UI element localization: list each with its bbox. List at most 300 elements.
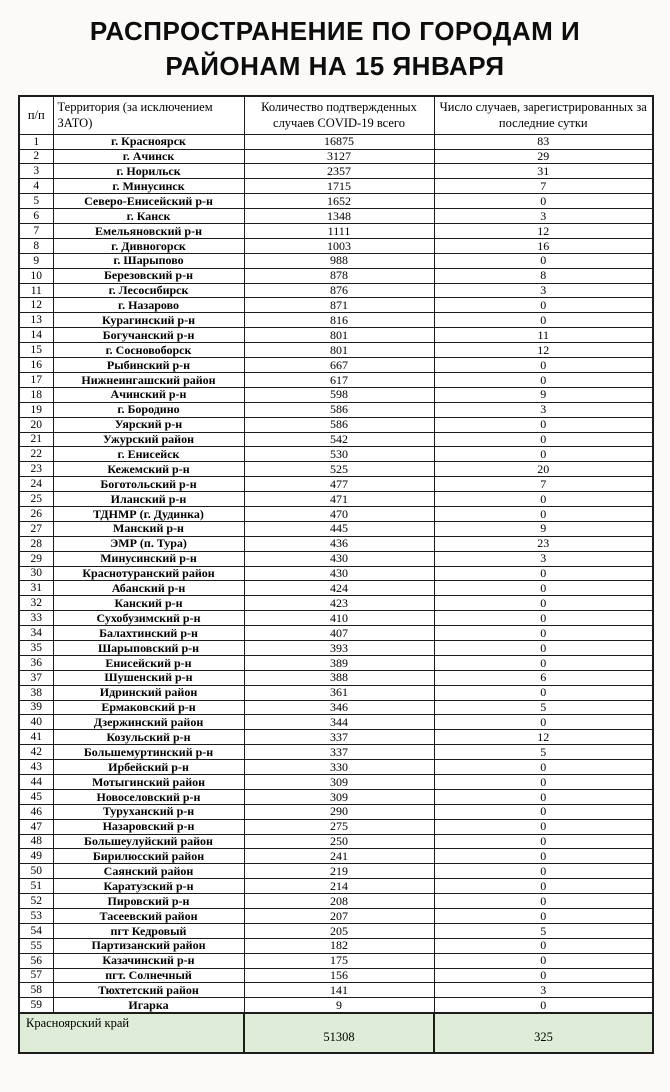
row-index: 41 [19,730,53,745]
confirmed-count: 878 [244,268,434,283]
row-index: 13 [19,313,53,328]
table-row [19,983,653,998]
last-day-count: 0 [434,566,653,581]
row-index: 37 [19,670,53,685]
last-day-count: 0 [434,819,653,834]
confirmed-count: 530 [244,447,434,462]
table-row [19,417,653,432]
table-row [19,909,653,924]
confirmed-count: 477 [244,477,434,492]
last-day-count: 0 [434,998,653,1013]
row-index: 15 [19,343,53,358]
table-row [19,894,653,909]
row-index: 51 [19,879,53,894]
territory-name: Абанский р-н [53,581,244,596]
territory-name: г. Канск [53,209,244,224]
territory-name: Большемуртинский р-н [53,745,244,760]
table-row [19,134,653,149]
table-row [19,343,653,358]
table-body [19,134,653,1013]
confirmed-count: 470 [244,506,434,521]
last-day-count: 0 [434,864,653,879]
territory-name: Ачинский р-н [53,387,244,402]
table-row [19,194,653,209]
last-day-count: 0 [434,804,653,819]
row-index: 5 [19,194,53,209]
table-row [19,611,653,626]
last-day-count: 0 [434,194,653,209]
row-index: 4 [19,179,53,194]
last-day-count: 0 [434,894,653,909]
row-index: 43 [19,760,53,775]
last-day-count: 0 [434,685,653,700]
title-line-2: РАЙОНАМ НА 15 ЯНВАРЯ [165,51,505,82]
table-row [19,581,653,596]
confirmed-count: 598 [244,387,434,402]
table-row [19,626,653,641]
total-last-day-count: 325 [434,1013,653,1053]
territory-name: Уярский р-н [53,417,244,432]
territory-name: Бирилюсский район [53,849,244,864]
territory-name: пгт Кедровый [53,923,244,938]
header-row [19,96,653,134]
row-index: 30 [19,566,53,581]
territory-name: Манский р-н [53,521,244,536]
territory-name: Саянский район [53,864,244,879]
territory-name: Козульский р-н [53,730,244,745]
table-row [19,730,653,745]
territory-name: Сухобузимский р-н [53,611,244,626]
territory-name: г. Назарово [53,298,244,313]
confirmed-count: 309 [244,789,434,804]
row-index: 32 [19,596,53,611]
confirmed-count: 436 [244,536,434,551]
title-line-1: РАСПРОСТРАНЕНИЕ ПО ГОРОДАМ И [89,16,581,46]
last-day-count: 9 [434,387,653,402]
table-row [19,387,653,402]
table-row [19,640,653,655]
row-index: 9 [19,253,53,268]
confirmed-count: 801 [244,343,434,358]
last-day-count: 20 [434,462,653,477]
last-day-count: 0 [434,506,653,521]
last-day-count: 0 [434,417,653,432]
row-index: 20 [19,417,53,432]
row-index: 11 [19,283,53,298]
territory-name: Нижнеингашский район [53,372,244,387]
territory-name: г. Енисейск [53,447,244,462]
header-territory: Территория (за исключением ЗАТО) [53,96,244,134]
table-row [19,834,653,849]
row-index: 42 [19,745,53,760]
territory-name: Каратузский р-н [53,879,244,894]
table-row [19,283,653,298]
confirmed-count: 816 [244,313,434,328]
row-index: 22 [19,447,53,462]
row-index: 52 [19,894,53,909]
table-row [19,923,653,938]
confirmed-count: 430 [244,566,434,581]
territory-name: Тюхтетский район [53,983,244,998]
row-index: 58 [19,983,53,998]
row-index: 27 [19,521,53,536]
row-index: 34 [19,626,53,641]
confirmed-count: 801 [244,328,434,343]
territory-name: Шарыповский р-н [53,640,244,655]
table-row [19,849,653,864]
territory-name: Идринский район [53,685,244,700]
confirmed-count: 430 [244,551,434,566]
table-row [19,298,653,313]
table-row [19,789,653,804]
last-day-count: 3 [434,551,653,566]
territory-name: г. Минусинск [53,179,244,194]
territory-name: Дзержинский район [53,715,244,730]
table-row [19,804,653,819]
confirmed-count: 330 [244,760,434,775]
row-index: 24 [19,477,53,492]
confirmed-count: 207 [244,909,434,924]
confirmed-count: 182 [244,938,434,953]
row-index: 54 [19,923,53,938]
last-day-count: 8 [434,268,653,283]
row-index: 21 [19,432,53,447]
row-index: 1 [19,134,53,149]
total-confirmed-count: 51308 [244,1013,434,1053]
last-day-count: 5 [434,700,653,715]
last-day-count: 16 [434,238,653,253]
confirmed-count: 471 [244,492,434,507]
row-index: 19 [19,402,53,417]
territory-name: Туруханский р-н [53,804,244,819]
territory-name: г. Лесосибирск [53,283,244,298]
table-row [19,372,653,387]
table-row [19,745,653,760]
last-day-count: 31 [434,164,653,179]
table-row [19,551,653,566]
last-day-count: 0 [434,938,653,953]
row-index: 6 [19,209,53,224]
confirmed-count: 214 [244,879,434,894]
table-row [19,224,653,239]
confirmed-count: 361 [244,685,434,700]
row-index: 56 [19,953,53,968]
territory-name: Балахтинский р-н [53,626,244,641]
row-index: 50 [19,864,53,879]
confirmed-count: 407 [244,626,434,641]
confirmed-count: 1111 [244,224,434,239]
confirmed-count: 208 [244,894,434,909]
confirmed-count: 424 [244,581,434,596]
territory-name: Курагинский р-н [53,313,244,328]
table-row [19,492,653,507]
table-row [19,700,653,715]
row-index: 53 [19,909,53,924]
confirmed-count: 876 [244,283,434,298]
table-row [19,670,653,685]
territory-name: Канский р-н [53,596,244,611]
territory-name: г. Ачинск [53,149,244,164]
table-row [19,953,653,968]
confirmed-count: 141 [244,983,434,998]
total-row [19,1013,653,1053]
confirmed-count: 2357 [244,164,434,179]
territory-name: Боготольский р-н [53,477,244,492]
territory-name: г. Дивногорск [53,238,244,253]
row-index: 46 [19,804,53,819]
confirmed-count: 586 [244,402,434,417]
table-row [19,432,653,447]
territory-name: ЭМР (п. Тура) [53,536,244,551]
confirmed-count: 542 [244,432,434,447]
territory-name: Назаровский р-н [53,819,244,834]
table-row [19,313,653,328]
row-index: 47 [19,819,53,834]
table-row [19,209,653,224]
row-index: 2 [19,149,53,164]
table-row [19,864,653,879]
confirmed-count: 309 [244,774,434,789]
territory-name: Большеулуйский район [53,834,244,849]
table-row [19,968,653,983]
last-day-count: 29 [434,149,653,164]
last-day-count: 0 [434,774,653,789]
confirmed-count: 871 [244,298,434,313]
confirmed-count: 1652 [244,194,434,209]
last-day-count: 0 [434,432,653,447]
territory-name: ТДНМР (г. Дудинка) [53,506,244,521]
last-day-count: 0 [434,372,653,387]
row-index: 55 [19,938,53,953]
last-day-count: 7 [434,179,653,194]
territory-name: Емельяновский р-н [53,224,244,239]
confirmed-count: 275 [244,819,434,834]
last-day-count: 0 [434,298,653,313]
confirmed-count: 667 [244,358,434,373]
header-confirmed-total: Количество подтвержденных случаев COVID-19 всего [244,96,434,134]
confirmed-count: 988 [244,253,434,268]
table-row [19,238,653,253]
table-row [19,358,653,373]
confirmed-count: 525 [244,462,434,477]
confirmed-count: 388 [244,670,434,685]
territory-name: Богучанский р-н [53,328,244,343]
table-row [19,715,653,730]
row-index: 7 [19,224,53,239]
row-index: 38 [19,685,53,700]
last-day-count: 3 [434,402,653,417]
row-index: 39 [19,700,53,715]
last-day-count: 7 [434,477,653,492]
row-index: 59 [19,998,53,1013]
last-day-count: 9 [434,521,653,536]
confirmed-count: 586 [244,417,434,432]
last-day-count: 0 [434,655,653,670]
last-day-count: 12 [434,343,653,358]
territory-name: Тасеевский район [53,909,244,924]
territory-name: Ирбейский р-н [53,760,244,775]
confirmed-count: 617 [244,372,434,387]
territory-name: г. Сосновоборск [53,343,244,358]
territory-name: Рыбинский р-н [53,358,244,373]
last-day-count: 0 [434,253,653,268]
confirmed-count: 250 [244,834,434,849]
confirmed-count: 9 [244,998,434,1013]
row-index: 10 [19,268,53,283]
header-last-day-cases: Число случаев, зарегистрированных за последние сутки [434,96,653,134]
row-index: 40 [19,715,53,730]
row-index: 16 [19,358,53,373]
confirmed-count: 393 [244,640,434,655]
table-row [19,566,653,581]
confirmed-count: 219 [244,864,434,879]
table-row [19,819,653,834]
last-day-count: 0 [434,447,653,462]
table-row [19,506,653,521]
table-row [19,164,653,179]
last-day-count: 0 [434,313,653,328]
confirmed-count: 1715 [244,179,434,194]
last-day-count: 12 [434,224,653,239]
last-day-count: 11 [434,328,653,343]
last-day-count: 23 [434,536,653,551]
last-day-count: 12 [434,730,653,745]
table-row [19,879,653,894]
table-row [19,760,653,775]
last-day-count: 0 [434,953,653,968]
confirmed-count: 1348 [244,209,434,224]
confirmed-count: 175 [244,953,434,968]
last-day-count: 0 [434,611,653,626]
last-day-count: 0 [434,596,653,611]
territory-name: Кежемский р-н [53,462,244,477]
territory-name: пгт. Солнечный [53,968,244,983]
confirmed-count: 156 [244,968,434,983]
territory-name: Иланский р-н [53,492,244,507]
territory-name: г. Норильск [53,164,244,179]
territory-name: г. Бородино [53,402,244,417]
row-index: 33 [19,611,53,626]
row-index: 31 [19,581,53,596]
table-row [19,328,653,343]
last-day-count: 0 [434,760,653,775]
table-row [19,253,653,268]
table-row [19,268,653,283]
row-index: 35 [19,640,53,655]
confirmed-count: 423 [244,596,434,611]
row-index: 28 [19,536,53,551]
territory-name: г. Красноярск [53,134,244,149]
row-index: 44 [19,774,53,789]
last-day-count: 3 [434,983,653,998]
last-day-count: 3 [434,209,653,224]
row-index: 8 [19,238,53,253]
last-day-count: 5 [434,923,653,938]
table-row [19,447,653,462]
table-row [19,998,653,1013]
table-row [19,596,653,611]
territory-name: Новоселовский р-н [53,789,244,804]
last-day-count: 0 [434,849,653,864]
territory-name: Партизанский район [53,938,244,953]
last-day-count: 0 [434,909,653,924]
territory-name: Березовский р-н [53,268,244,283]
page-title [0,0,670,84]
row-index: 17 [19,372,53,387]
territory-name: Игарка [53,998,244,1013]
table-row [19,536,653,551]
covid-distribution-table [18,95,654,1054]
confirmed-count: 1003 [244,238,434,253]
last-day-count: 0 [434,715,653,730]
row-index: 45 [19,789,53,804]
last-day-count: 3 [434,283,653,298]
confirmed-count: 410 [244,611,434,626]
last-day-count: 0 [434,879,653,894]
row-index: 25 [19,492,53,507]
territory-name: Минусинский р-н [53,551,244,566]
territory-name: Ермаковский р-н [53,700,244,715]
table-row [19,462,653,477]
territory-name: Краснотуранский район [53,566,244,581]
territory-name: Пировский р-н [53,894,244,909]
row-index: 14 [19,328,53,343]
territory-name: Шушенский р-н [53,670,244,685]
territory-name: Мотыгинский район [53,774,244,789]
confirmed-count: 241 [244,849,434,864]
row-index: 29 [19,551,53,566]
table-row [19,521,653,536]
row-index: 23 [19,462,53,477]
territory-name: Северо-Енисейский р-н [53,194,244,209]
territory-name: Енисейский р-н [53,655,244,670]
last-day-count: 0 [434,626,653,641]
row-index: 3 [19,164,53,179]
table-row [19,477,653,492]
table-row [19,938,653,953]
table-row [19,402,653,417]
row-index: 36 [19,655,53,670]
total-row-label: Красноярский край [19,1013,244,1053]
confirmed-count: 346 [244,700,434,715]
confirmed-count: 3127 [244,149,434,164]
table-row [19,179,653,194]
confirmed-count: 337 [244,745,434,760]
confirmed-count: 389 [244,655,434,670]
table-row [19,685,653,700]
territory-name: Казачинский р-н [53,953,244,968]
last-day-count: 6 [434,670,653,685]
header-row-number: п/п [19,96,53,134]
last-day-count: 0 [434,834,653,849]
confirmed-count: 344 [244,715,434,730]
territory-name: Ужурский район [53,432,244,447]
row-index: 18 [19,387,53,402]
last-day-count: 0 [434,358,653,373]
last-day-count: 83 [434,134,653,149]
last-day-count: 5 [434,745,653,760]
territory-name: г. Шарыпово [53,253,244,268]
row-index: 26 [19,506,53,521]
last-day-count: 0 [434,492,653,507]
row-index: 12 [19,298,53,313]
confirmed-count: 290 [244,804,434,819]
last-day-count: 0 [434,789,653,804]
confirmed-count: 445 [244,521,434,536]
row-index: 57 [19,968,53,983]
last-day-count: 0 [434,581,653,596]
confirmed-count: 337 [244,730,434,745]
